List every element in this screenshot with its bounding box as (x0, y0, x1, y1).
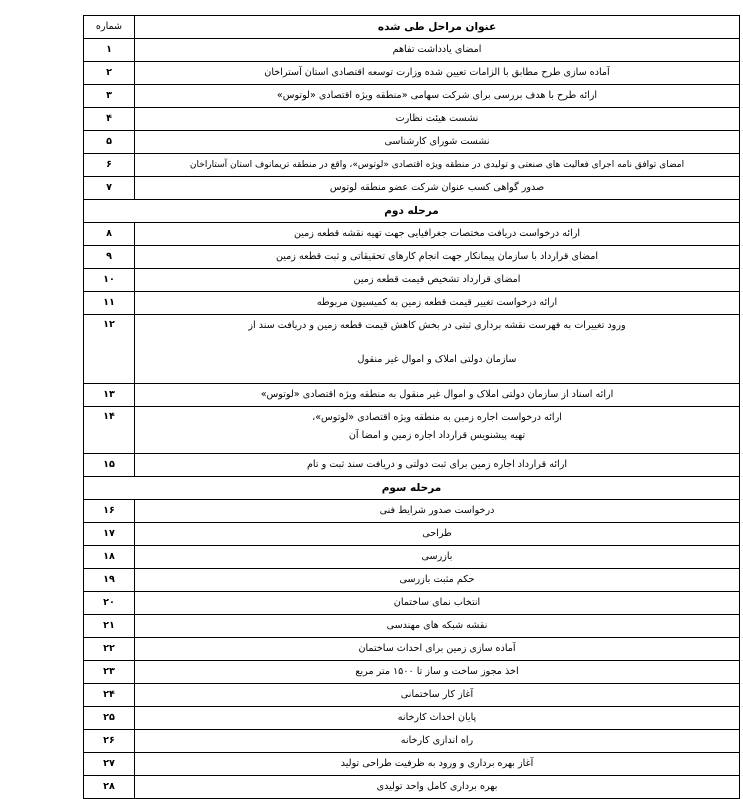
title-column-header: عنوان مراحل طی شده (135, 16, 740, 39)
table-row (84, 154, 740, 177)
step-number: ۲۴ (84, 684, 135, 707)
number-column-header: شماره (84, 16, 135, 39)
step-title: امضای توافق نامه اجرای فعالیت های صنعتی و تولیدی در منطقه ویژه اقتصادی «لوتوس»، واقع در منطقه تریمانوف استان آستاراخان (135, 154, 740, 177)
line-gap (138, 333, 736, 353)
step-number: ۱۴ (84, 407, 135, 454)
step-number: ۲۵ (84, 707, 135, 730)
table-row (84, 523, 740, 546)
stage-heading-row (84, 200, 740, 223)
table-row (84, 269, 740, 292)
step-title: بازرسی (135, 546, 740, 569)
step-title-line: ورود تغییرات به فهرست نقشه برداری ثبتی در بخش کاهش قیمت قطعه زمین و دریافت سند از (248, 320, 626, 331)
table-row (84, 454, 740, 477)
step-title: نشست هیئت نظارت (135, 108, 740, 131)
stages-table-wrapper (83, 15, 740, 799)
step-number: ۸ (84, 223, 135, 246)
step-number: ۳ (84, 85, 135, 108)
step-title-line: تهیه پیشنویس قرارداد اجاره زمین و امضا آن (348, 430, 526, 441)
step-number: ۱۲ (84, 315, 135, 384)
step-number: ۴ (84, 108, 135, 131)
table-row (84, 638, 740, 661)
step-number: ۲۱ (84, 615, 135, 638)
step-title: ارائه قرارداد اجاره زمین برای ثبت دولتی و دریافت سند ثبت و تام (135, 454, 740, 477)
step-number: ۵ (84, 131, 135, 154)
table-row (84, 407, 740, 454)
step-title: امضای یادداشت تفاهم (135, 39, 740, 62)
table-row (84, 108, 740, 131)
step-title: امضای قرارداد با سازمان پیمانکار جهت انجام کارهای تحقیقاتی و ثبت قطعه زمین (135, 246, 740, 269)
step-number: ۱۷ (84, 523, 135, 546)
table-row (84, 615, 740, 638)
step-title: انتخاب نمای ساختمان (135, 592, 740, 615)
table-row (84, 223, 740, 246)
table-row (84, 776, 740, 799)
table-row (84, 131, 740, 154)
table-row (84, 39, 740, 62)
step-title: بهره برداری کامل واحد تولیدی (135, 776, 740, 799)
step-title: ارائه درخواست تغییر قیمت قطعه زمین به کمیسیون مربوطه (135, 292, 740, 315)
table-row (84, 730, 740, 753)
table-row (84, 684, 740, 707)
step-title: راه اندازی کارخانه (135, 730, 740, 753)
table-row (84, 177, 740, 200)
step-number: ۲ (84, 62, 135, 85)
step-title: آماده سازی طرح مطابق با الزامات تعیین شده وزارت توسعه اقتصادی استان آستراخان (135, 62, 740, 85)
step-number: ۱۸ (84, 546, 135, 569)
step-number: ۱۶ (84, 500, 135, 523)
step-title: طراحی (135, 523, 740, 546)
table-row (84, 315, 740, 384)
step-number: ۶ (84, 154, 135, 177)
step-title: نشست شورای کارشناسی (135, 131, 740, 154)
step-title: آماده سازی زمین برای احداث ساختمان (135, 638, 740, 661)
step-title: ارائه اسناد از سازمان دولتی املاک و اموال غیر منقول به منطقه ویژه اقتصادی «لوتوس» (135, 384, 740, 407)
step-title: امضای قرارداد تشخیص قیمت قطعه زمین (135, 269, 740, 292)
stages-table (83, 15, 740, 799)
step-number: ۲۷ (84, 753, 135, 776)
table-row (84, 246, 740, 269)
step-title: ارائه درخواست دریافت مختصات جغرافیایی جهت تهیه نقشه قطعه زمین (135, 223, 740, 246)
table-row (84, 592, 740, 615)
table-row (84, 384, 740, 407)
table-row (84, 292, 740, 315)
step-title (135, 407, 740, 454)
table-header-row (84, 16, 740, 39)
step-title: حکم مثبت بازرسی (135, 569, 740, 592)
step-title-line: سازمان دولتی املاک و اموال غیر منقول (357, 354, 517, 365)
step-number: ۲۶ (84, 730, 135, 753)
step-number: ۷ (84, 177, 135, 200)
table-row (84, 707, 740, 730)
step-number: ۹ (84, 246, 135, 269)
step-number: ۱۵ (84, 454, 135, 477)
step-number: ۱۳ (84, 384, 135, 407)
step-title: صدور گواهی کسب عنوان شرکت عضو منطقه لوتوس (135, 177, 740, 200)
step-title: نقشه شبکه های مهندسی (135, 615, 740, 638)
step-number: ۲۸ (84, 776, 135, 799)
table-row (84, 85, 740, 108)
stage-heading-row (84, 477, 740, 500)
step-title: اخذ مجوز ساخت و ساز تا ۱۵۰۰ متر مربع (135, 661, 740, 684)
step-title-line: ارائه درخواست اجاره زمین به منطقه ویژه اقتصادی «لوتوس»، (312, 412, 562, 423)
step-number: ۱۰ (84, 269, 135, 292)
table-row (84, 661, 740, 684)
step-number: ۲۰ (84, 592, 135, 615)
step-number: ۱۱ (84, 292, 135, 315)
table-row (84, 62, 740, 85)
step-number: ۱ (84, 39, 135, 62)
step-title (135, 315, 740, 384)
step-title: پایان احداث کارخانه (135, 707, 740, 730)
step-title: آغاز بهره برداری و ورود به ظرفیت طراحی تولید (135, 753, 740, 776)
table-row (84, 500, 740, 523)
table-row (84, 753, 740, 776)
table-row (84, 569, 740, 592)
stage-two-heading: مرحله دوم (84, 200, 740, 223)
step-title: درخواست صدور شرایط فنی (135, 500, 740, 523)
step-number: ۲۲ (84, 638, 135, 661)
step-title: آغاز کار ساختمانی (135, 684, 740, 707)
step-title: ارائه طرح با هدف بررسی برای شرکت سهامی «منطقه ویژه اقتصادی «لوتوس» (135, 85, 740, 108)
table-row (84, 546, 740, 569)
step-number: ۱۹ (84, 569, 135, 592)
stage-three-heading: مرحله سوم (84, 477, 740, 500)
step-number: ۲۳ (84, 661, 135, 684)
